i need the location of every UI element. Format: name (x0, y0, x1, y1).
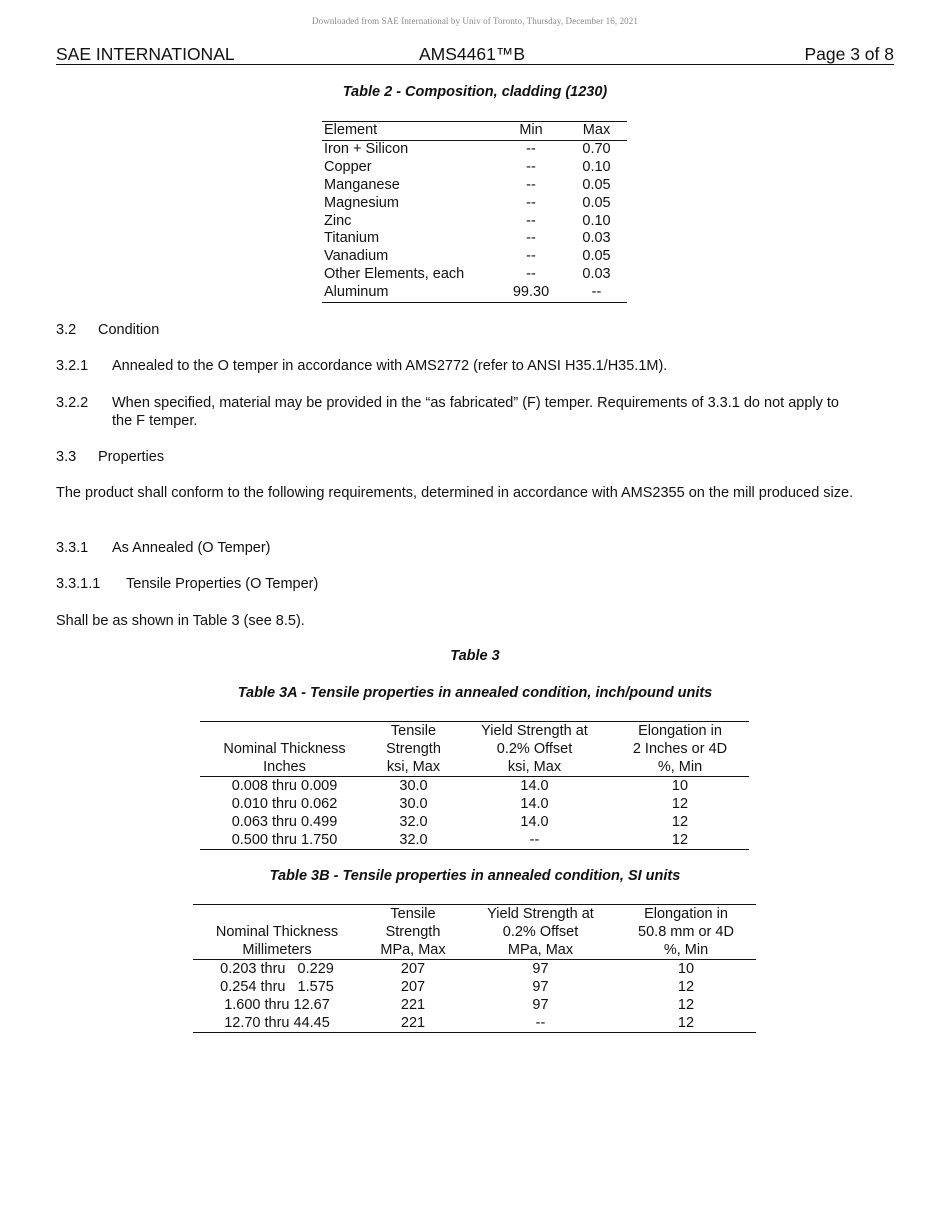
table3a-cell: 14.0 (520, 778, 549, 794)
table3b-col-header-line: Millimeters (242, 942, 312, 958)
table3b-cell: 12 (677, 979, 695, 995)
table2-cell: -- (526, 176, 536, 193)
table2-cell: -- (526, 230, 536, 247)
table2-cell: 0.05 (582, 248, 611, 265)
table3a-col-header-line: Yield Strength at (481, 723, 588, 739)
table2-cell: -- (526, 194, 536, 211)
table2-cell: -- (526, 212, 536, 229)
section-number: 3.3 (56, 449, 77, 465)
table2-row (322, 230, 627, 248)
table3a-cell: 12 (671, 832, 689, 848)
table2-cell: Copper (324, 158, 372, 175)
table3b-caption: Table 3B - Tensile properties in annealed condition, SI units (269, 868, 681, 884)
section-title: As Annealed (O Temper) (112, 540, 271, 556)
table2-cell: 0.10 (582, 212, 611, 229)
table3a-col-header-line (200, 722, 369, 740)
table3b-col-header-line: 0.2% Offset (502, 924, 579, 940)
table2-col-header: Max (566, 122, 627, 140)
table2-cell: Magnesium (324, 194, 399, 211)
table2-cell: -- (526, 140, 536, 157)
table2-cell: 0.70 (582, 140, 611, 157)
table3a-col-header (611, 722, 749, 777)
table2-row (322, 266, 627, 284)
table3b-cell: 12.70 thru 44.45 (224, 1015, 330, 1031)
table2-cell: Other Elements, each (324, 266, 465, 283)
table3a-row (200, 831, 749, 849)
table2-row (322, 284, 627, 302)
table3a-col-header-line: ksi, Max (507, 759, 562, 775)
download-notice: Downloaded from SAE International by Univ of Toronto, Thursday, December 16, 2021 (312, 16, 638, 26)
table3a-col-header-line: Tensile (390, 723, 437, 739)
section-text-line2: the F temper. (112, 413, 198, 429)
table3b-col-header (465, 905, 616, 960)
header-org: SAE INTERNATIONAL (56, 44, 235, 64)
table3a-cell: -- (529, 832, 540, 848)
table3b-cell: 0.203 thru 0.229 (220, 961, 334, 977)
table3b-cell: 221 (400, 997, 426, 1013)
table3a-col-header-line: Nominal Thickness (223, 741, 346, 757)
table2-row (322, 248, 627, 266)
table3a-cell: 0.010 thru 0.062 (231, 796, 338, 812)
table3b-row (193, 960, 756, 979)
section-text-line1: When specified, material may be provided in the “as fabricated” (F) temper. Requirements of 3.3.1 do not apply to (112, 395, 839, 411)
section-3-2-1 (56, 357, 894, 375)
table3b-row (193, 978, 756, 996)
table2-cell: Vanadium (324, 248, 389, 265)
table2-cell: 0.05 (582, 194, 611, 211)
table3b-col-header-line: Yield Strength at (487, 906, 594, 922)
table2-cell: -- (526, 158, 536, 175)
section-3-3-1-1 (56, 575, 894, 593)
table3a-cell: 12 (671, 814, 689, 830)
section-3-3-1-1-body: Shall be as shown in Table 3 (see 8.5). (56, 613, 305, 629)
table2-cell: -- (526, 266, 536, 283)
table3b-cell: 97 (532, 979, 549, 995)
table3b-col-header-line: Tensile (390, 906, 436, 922)
table3a-cell: 30.0 (399, 778, 428, 794)
table3b-cell: 221 (400, 1015, 426, 1031)
section-number: 3.3.1 (56, 540, 89, 556)
table2-cell: Titanium (324, 230, 380, 247)
section-text: Annealed to the O temper in accordance with AMS2772 (refer to ANSI H35.1/H35.1M). (112, 358, 668, 374)
table3b-col-header-line: Nominal Thickness (215, 924, 339, 940)
table2-row (322, 177, 627, 195)
table2-cell: -- (526, 248, 536, 265)
table3b-header-row (193, 905, 756, 960)
table2-cell: Aluminum (324, 284, 389, 301)
table3a-col-header (369, 722, 458, 777)
table3a-col-header-line: Elongation in (638, 723, 722, 739)
section-3-3-body: The product shall conform to the following requirements, determined in accordance with AMS2355 on the mill produced size. (56, 485, 854, 501)
table3b-cell: 12 (677, 1015, 695, 1031)
table2-cell: 0.03 (582, 230, 611, 247)
table3b-row (193, 996, 756, 1014)
table3a-cell: 14.0 (520, 796, 549, 812)
table2-caption: Table 2 - Composition, cladding (1230) (342, 84, 608, 100)
table3-caption: Table 3 (450, 648, 500, 664)
section-number: 3.2 (56, 322, 77, 338)
table3a-header-row (200, 722, 749, 777)
section-3-2-2 (56, 394, 894, 430)
table3a-col-header-line: 2 Inches or 4D (632, 741, 728, 757)
table3a-row (200, 777, 749, 796)
table3b-col-header (193, 905, 361, 960)
table3a-caption: Table 3A - Tensile properties in annealed condition, inch/pound units (237, 685, 713, 701)
table2 (322, 121, 627, 303)
table2-col-header: Element (322, 122, 496, 140)
table2-cell: 0.03 (582, 266, 611, 283)
table2-cell: 0.10 (582, 158, 611, 175)
section-3-3 (56, 448, 894, 466)
table2-cell: 99.30 (512, 284, 550, 301)
header-page-number: Page 3 of 8 (804, 44, 894, 64)
page-header (56, 42, 894, 65)
table3b-cell: 10 (677, 961, 695, 977)
table3a-cell: 0.063 thru 0.499 (231, 814, 338, 830)
table3a-col-header-line: ksi, Max (386, 759, 441, 775)
table3b-col-header-line: Strength (385, 924, 441, 940)
section-title: Tensile Properties (O Temper) (126, 576, 319, 592)
table2-cell: Manganese (324, 176, 400, 193)
table2-cell: Iron + Silicon (324, 140, 409, 157)
table3b-col-header (361, 905, 465, 960)
section-number: 3.3.1.1 (56, 576, 101, 592)
table3b-cell: 97 (532, 961, 549, 977)
table3b-col-header-line: MPa, Max (380, 942, 446, 958)
table3a-row (200, 795, 749, 813)
section-3-3-1 (56, 539, 894, 557)
table2-row (322, 159, 627, 177)
table3b-row (193, 1014, 756, 1032)
table2-header-row (322, 122, 627, 140)
table3b-col-header-line: MPa, Max (507, 942, 574, 958)
table3b-cell: 207 (400, 979, 426, 995)
table3b-cell: -- (535, 1015, 546, 1031)
table3a-cell: 32.0 (399, 832, 428, 848)
table3b-col-header-line: 50.8 mm or 4D (638, 924, 734, 940)
section-3-2 (56, 321, 894, 339)
table3a-col-header-line: 0.2% Offset (496, 741, 573, 757)
table3a-cell: 32.0 (399, 814, 428, 830)
section-title: Condition (98, 322, 160, 338)
table2-row (322, 213, 627, 231)
section-number: 3.2.1 (56, 358, 89, 374)
table3b-cell: 12 (677, 997, 695, 1013)
header-doc-id: AMS4461™B (419, 44, 526, 64)
table3a-cell: 30.0 (399, 796, 428, 812)
table3b-col-header-line (193, 905, 361, 923)
table2-cell: Zinc (324, 212, 352, 229)
table2-cell: -- (591, 284, 602, 301)
table2-cell: 0.05 (582, 176, 611, 193)
table3a-cell: 0.500 thru 1.750 (231, 832, 338, 848)
table3a-row (200, 813, 749, 831)
table3b (193, 904, 756, 1033)
table2-col-header: Min (496, 122, 566, 140)
section-number: 3.2.2 (56, 395, 89, 411)
table3b-col-header (616, 905, 756, 960)
table3b-col-header-line: %, Min (663, 942, 709, 958)
table3b-cell: 97 (532, 997, 549, 1013)
table3a-cell: 0.008 thru 0.009 (231, 778, 338, 794)
table3a-col-header-line: Strength (386, 741, 441, 757)
table3b-cell: 1.600 thru 12.67 (224, 997, 330, 1013)
table3b-cell: 207 (400, 961, 426, 977)
table3a-cell: 10 (671, 778, 689, 794)
section-title: Properties (98, 449, 165, 465)
table3a (200, 721, 749, 850)
table3a-col-header-line: Inches (263, 759, 306, 775)
table2-row (322, 195, 627, 213)
table3b-cell: 0.254 thru 1.575 (220, 979, 334, 995)
table3a-cell: 14.0 (520, 814, 549, 830)
table2-row (322, 140, 627, 158)
table3a-col-header (200, 722, 369, 777)
table3a-cell: 12 (671, 796, 689, 812)
table3b-col-header-line: Elongation in (644, 906, 728, 922)
table3a-col-header-line: %, Min (657, 759, 703, 775)
table3a-col-header (458, 722, 611, 777)
